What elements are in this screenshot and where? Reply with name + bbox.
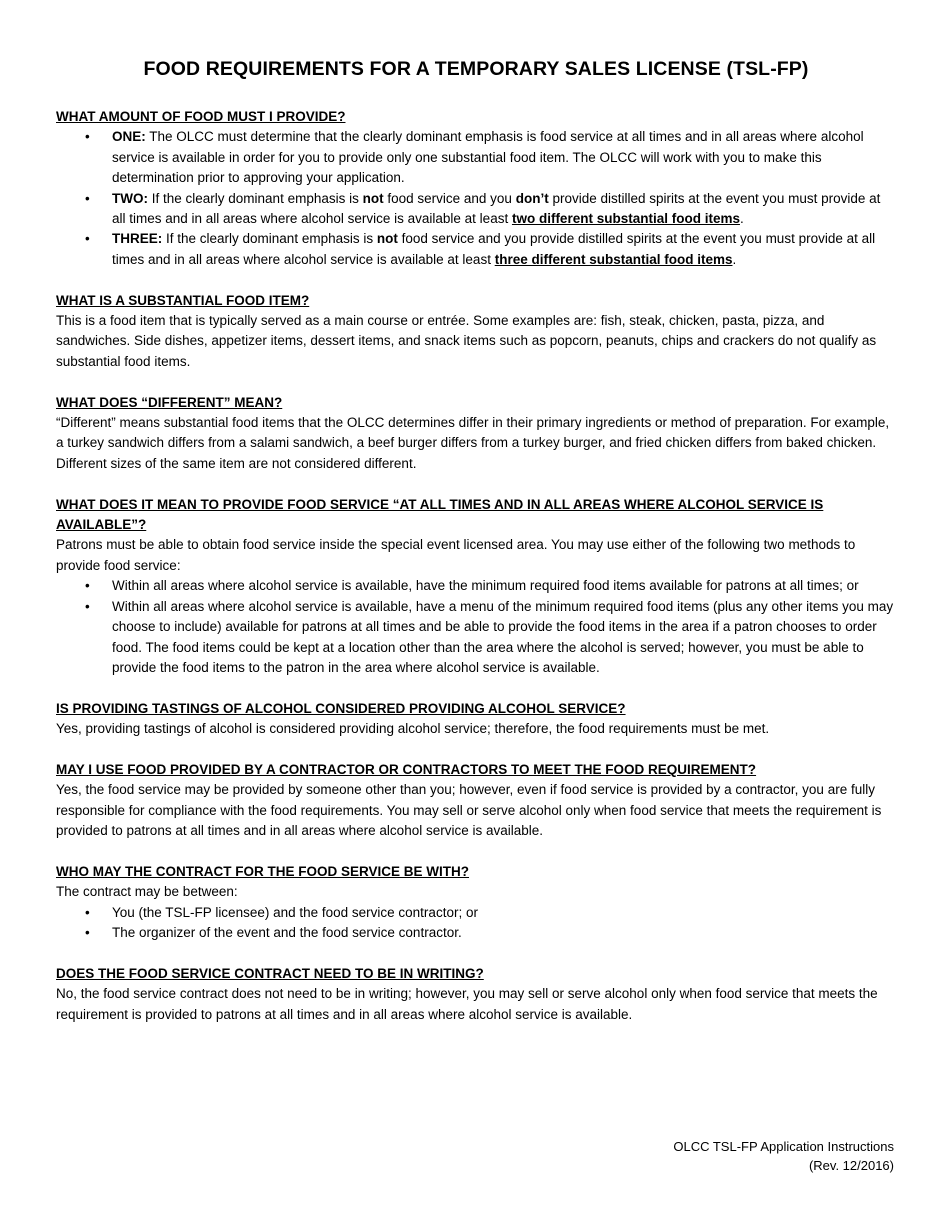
section-contract-writing bbox=[56, 964, 896, 1025]
bullet-list bbox=[56, 127, 896, 270]
bullet-icon: • bbox=[85, 578, 90, 594]
section-contract-parties bbox=[56, 862, 896, 944]
bullet-icon: • bbox=[85, 904, 90, 920]
section-paragraph: “Different” means substantial food items that the OLCC determines differ in their primary ingredients or method of preparation. For example, a turkey sandwich differs from a salami sandwich, a beef burger differs from a turkey burger, and fried chicken differs from baked chicken. Different sizes of the same item are not considered different. bbox=[56, 415, 890, 471]
item-text: The organizer of the event and the food service contractor. bbox=[112, 925, 462, 941]
item-text: If the clearly dominant emphasis is bbox=[162, 231, 377, 247]
page-title: FOOD REQUIREMENTS FOR A TEMPORARY SALES LICENSE (TSL-FP) bbox=[143, 58, 809, 80]
item-label: TWO: bbox=[112, 190, 148, 206]
item-text: food service and you bbox=[383, 190, 516, 206]
list-item bbox=[56, 189, 896, 230]
bullet-list bbox=[56, 576, 896, 678]
section-heading: IS PROVIDING TASTINGS OF ALCOHOL CONSIDERED PROVIDING ALCOHOL SERVICE? bbox=[56, 700, 626, 716]
item-text: Within all areas where alcohol service is available, have a menu of the minimum required food items (plus any other items you may choose to include) available for patrons at all times and be able to provide the food items in the area if a patron chooses to order food. The food items could be kept at a location other than the area where the alcohol is served; however, you must be able to provide the food items to the patron in the area where alcohol service is available. bbox=[112, 598, 894, 675]
section-heading: WHAT IS A SUBSTANTIAL FOOD ITEM? bbox=[56, 292, 310, 308]
section-paragraph: The contract may be between: bbox=[56, 884, 238, 900]
section-heading: WHAT AMOUNT OF FOOD MUST I PROVIDE? bbox=[56, 109, 346, 124]
list-item bbox=[56, 903, 896, 923]
item-text: food service and you provide distilled spirits at the event you must provide at all times and in all areas where alcohol service is available at least bbox=[112, 231, 876, 267]
emphasis-text: two different substantial food items bbox=[511, 211, 740, 227]
list-item bbox=[56, 576, 896, 596]
section-substantial-food bbox=[56, 291, 896, 373]
list-item bbox=[56, 923, 896, 943]
section-different bbox=[56, 393, 896, 475]
section-paragraph: Yes, the food service may be provided by someone other than you; however, even if food service is provided by a contractor, you are fully responsible for compliance with the food requirements. You may sell or serve alcohol only when food service that meets the requirement is provided to patrons at all times and in all areas where alcohol service is available. bbox=[56, 782, 882, 839]
section-heading: MAY I USE FOOD PROVIDED BY A CONTRACTOR OR CONTRACTORS TO MEET THE FOOD REQUIREMENT? bbox=[56, 761, 757, 777]
section-food-service bbox=[56, 495, 896, 679]
item-label: ONE: bbox=[112, 129, 146, 145]
emphasis-text: three different substantial food items bbox=[494, 251, 733, 267]
section-food-amount bbox=[56, 107, 896, 270]
bullet-icon: • bbox=[85, 598, 90, 614]
section-paragraph: Patrons must be able to obtain food service inside the special event licensed area. You may use either of the following two methods to provide food service: bbox=[56, 537, 856, 573]
bullet-list bbox=[56, 903, 896, 944]
item-label: THREE: bbox=[112, 231, 163, 247]
section-heading: DOES THE FOOD SERVICE CONTRACT NEED TO BE IN WRITING? bbox=[56, 965, 484, 981]
bold-text: not bbox=[376, 231, 398, 247]
section-paragraph: Yes, providing tastings of alcohol is considered providing alcohol service; therefore, the food requirements must be met. bbox=[56, 721, 770, 737]
section-contractor bbox=[56, 760, 896, 842]
page-footer bbox=[673, 1138, 894, 1175]
item-text: provide distilled spirits at the event you must provide at all times and in all areas where alcohol service is available at least bbox=[112, 190, 881, 227]
item-text: Within all areas where alcohol service is available, have the minimum required food items available for patrons at all times; or bbox=[112, 578, 859, 594]
document-body bbox=[56, 107, 896, 1046]
list-item bbox=[56, 229, 896, 270]
section-tastings bbox=[56, 699, 896, 740]
item-text: . bbox=[732, 251, 737, 267]
footer-doc-name: OLCC TSL-FP Application Instructions bbox=[673, 1139, 894, 1154]
bullet-icon: • bbox=[85, 231, 90, 247]
item-text: If the clearly dominant emphasis is bbox=[148, 190, 363, 206]
bullet-icon: • bbox=[85, 129, 90, 145]
footer-revision: (Rev. 12/2016) bbox=[808, 1157, 894, 1173]
item-text: . bbox=[739, 211, 744, 227]
section-paragraph: This is a food item that is typically served as a main course or entrée. Some examples are: fish, steak, chicken, pasta, pizza, and sandwiches. Side dishes, appetizer items, dessert items, and snack items such as popcorn, peanuts, chips and crackers do not qualify as substantial food items. bbox=[56, 313, 877, 369]
section-paragraph: No, the food service contract does not need to be in writing; however, you may sell or serve alcohol only when food service that meets the requirement is provided to patrons at all times and in all areas where alcohol service is available. bbox=[56, 986, 878, 1022]
bullet-icon: • bbox=[85, 190, 90, 206]
bullet-icon: • bbox=[85, 925, 90, 941]
bold-text: not bbox=[362, 190, 384, 206]
section-heading: WHO MAY THE CONTRACT FOR THE FOOD SERVICE BE WITH? bbox=[56, 863, 470, 879]
item-text: The OLCC must determine that the clearly dominant emphasis is food service at all times and in all areas where alcohol service is available in order for you to provide only one substantial food item. The OLCC will work with you to make this determination prior to approving your application. bbox=[112, 129, 864, 186]
section-heading: WHAT DOES IT MEAN TO PROVIDE FOOD SERVICE “AT ALL TIMES AND IN ALL AREAS WHERE ALCOHOL SERVICE IS AVAILABLE”? bbox=[56, 496, 824, 533]
bold-text: don’t bbox=[515, 190, 549, 206]
list-item bbox=[56, 597, 896, 679]
list-item bbox=[56, 127, 896, 188]
section-heading: WHAT DOES “DIFFERENT” MEAN? bbox=[56, 394, 283, 410]
item-text: You (the TSL-FP licensee) and the food service contractor; or bbox=[112, 904, 478, 920]
